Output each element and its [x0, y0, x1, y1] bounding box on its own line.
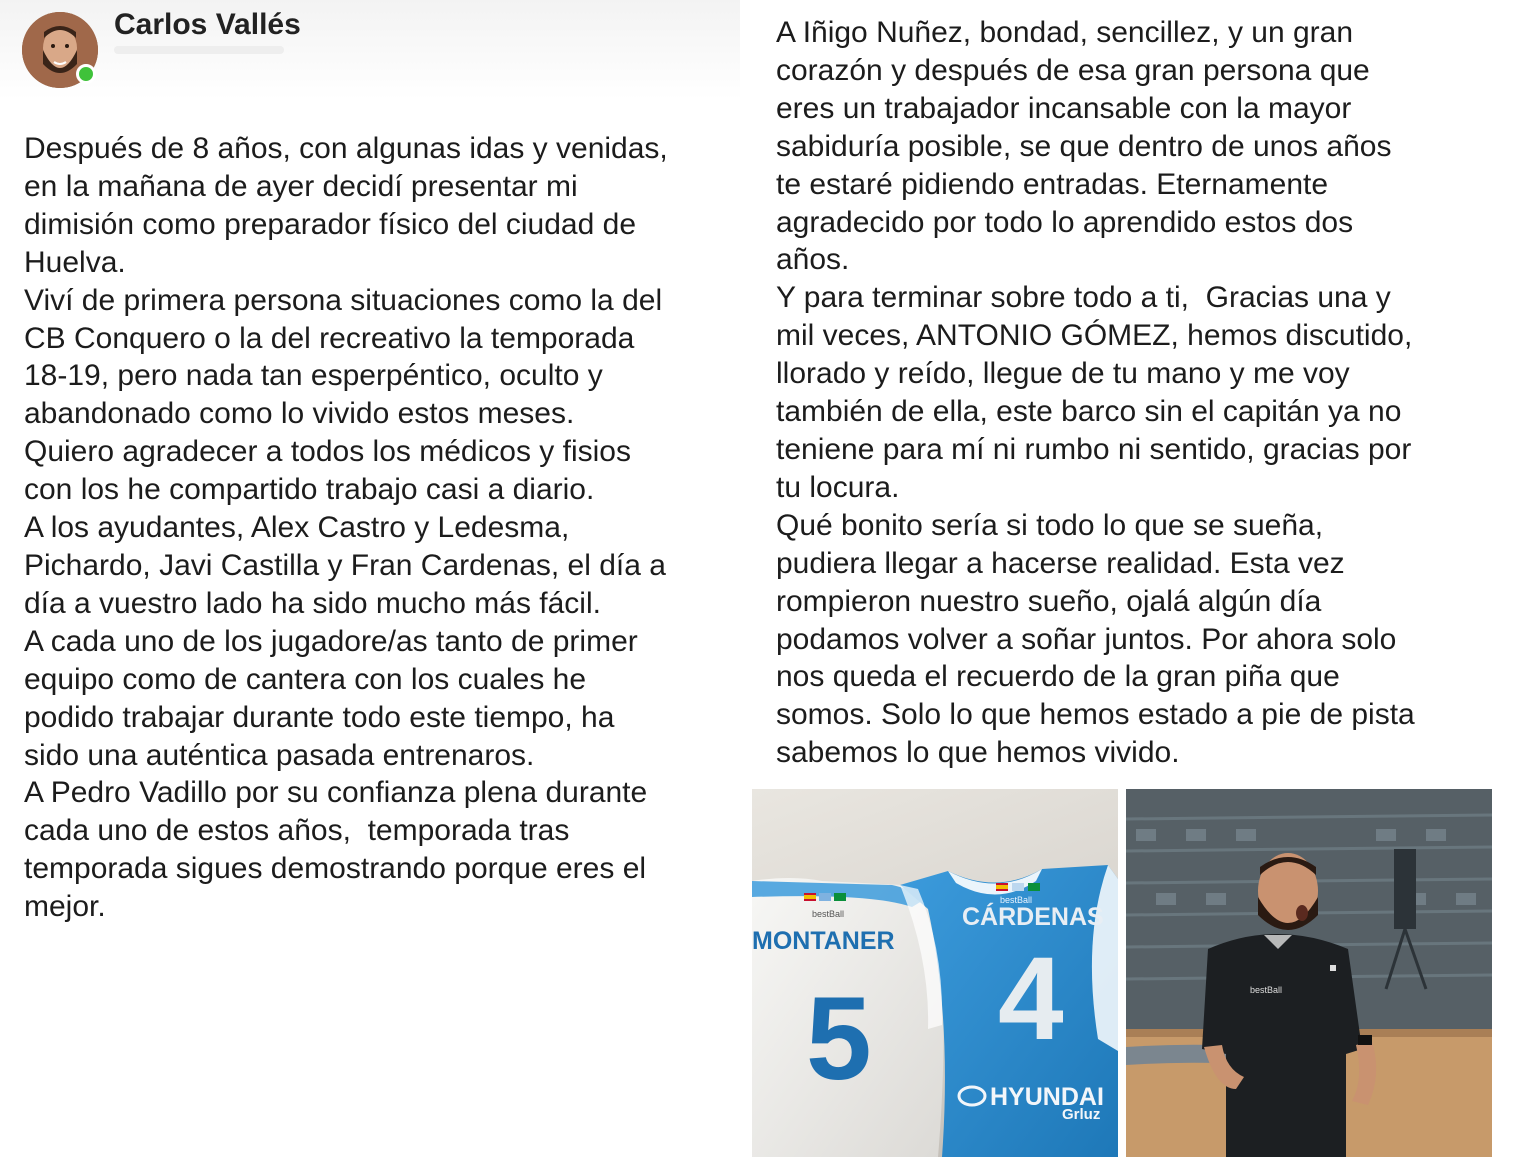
jersey-sponsor: HYUNDAI [990, 1083, 1104, 1111]
jerseys-photo[interactable] [752, 789, 1118, 1157]
post-paragraph: Qué bonito sería si todo lo que se sueña, pudiera llegar a hacerse realidad. Esta vez rompieron nuestro sueño, ojalá algún día podamos volver a soñar juntos. Por ahora solo nos queda el recuerdo de la gran piña que somos. Solo lo que hemos estado a pie de pista sabemos lo que hemos vivido. [776, 508, 1415, 770]
jersey-brand-label: bestBall [812, 909, 845, 919]
jerseys-illustration [752, 789, 1118, 1157]
author-name[interactable]: Carlos Vallés [114, 8, 301, 41]
post-text-right-column [776, 14, 1476, 772]
jersey-name-white: MONTANER [752, 927, 895, 955]
post-paragraph: Y para terminar sobre todo a ti, Gracias una y mil veces, ANTONIO GÓMEZ, hemos discutido, llorado y reído, llegue de tu mano y me voy también de ella, este barco sin el capitán ya no teniene para mí ni rumbo ni sentido, gracias por tu locura. [776, 281, 1413, 504]
coach-illustration [1126, 789, 1492, 1157]
online-status-dot [76, 64, 96, 84]
jersey-name-blue: CÁRDENAS [962, 903, 1104, 931]
post-meta-blurred [114, 46, 284, 54]
post-paragraph: A cada uno de los jugadore/as tanto de primer equipo como de cantera con los cuales he podido trabajar durante todo este tiempo, ha sido una auténtica pasada entrenaros. [24, 624, 638, 772]
post-header [0, 0, 740, 100]
post-paragraph: A Pedro Vadillo por su confianza plena durante cada uno de estos años, temporada tras temporada sigues demostrando porque eres el mejor. [24, 776, 648, 924]
jersey-number-white: 5 [806, 973, 872, 1105]
jersey-sponsor-sub: Grluz [1062, 1106, 1101, 1123]
coach-shirt [1202, 934, 1362, 1157]
coach-shirt-brand: bestBall [1250, 985, 1283, 995]
post-paragraph: Quiero agradecer a todos los médicos y fisios con los he compartido trabajo casi a diario. [24, 435, 631, 507]
coach-photo[interactable] [1126, 789, 1492, 1157]
post-paragraph: A los ayudantes, Alex Castro y Ledesma, Pichardo, Javi Castilla y Fran Cardenas, el día a día a vuestro lado ha sido mucho más fácil. [24, 511, 666, 620]
post-text-left-column [24, 130, 724, 926]
post-paragraph: Después de 8 años, con algunas idas y venidas, en la mañana de ayer decidí presentar mi dimisión como preparador físico del ciudad de Huelva. [24, 132, 668, 279]
jersey-brand-label: bestBall [1000, 895, 1033, 905]
jersey-number-blue: 4 [998, 933, 1064, 1065]
post-paragraph: Viví de primera persona situaciones como la del CB Conquero o la del recreativo la temporada 18-19, pero nada tan esperpéntico, oculto y abandonado como lo vivido estos meses. [24, 283, 663, 431]
post-paragraph: A Iñigo Nuñez, bondad, sencillez, y un gran corazón y después de esa gran persona que eres un trabajador incansable con la mayor sabiduría posible, se que dentro de unos años te estaré pidiendo entradas. Eternamente agradecido por todo lo aprendido estos dos años. [776, 16, 1392, 277]
